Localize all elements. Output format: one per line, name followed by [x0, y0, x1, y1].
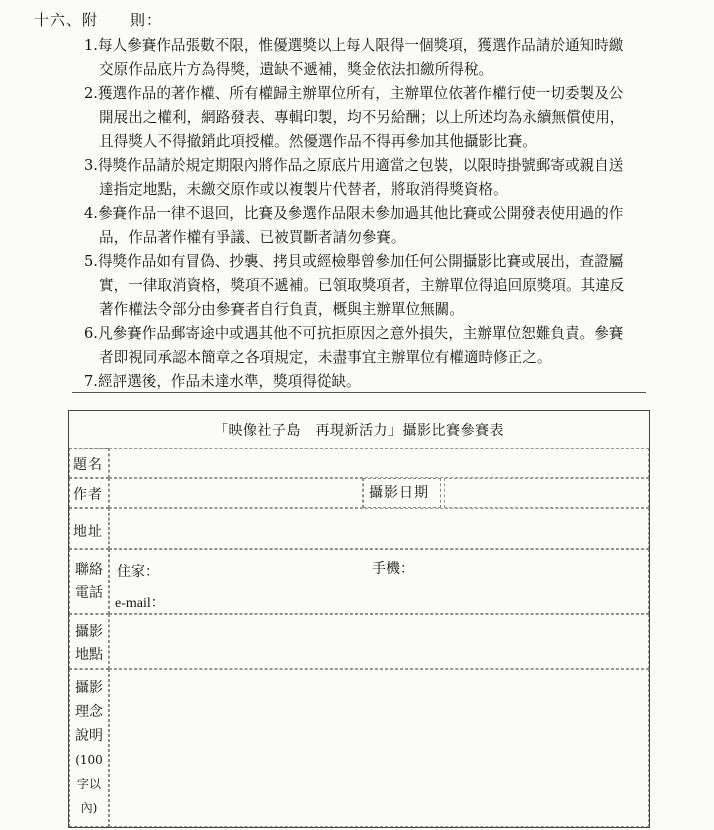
rule-line [78, 154, 678, 178]
rule-text: 得獎作品請於規定期限內將作品之原底片用適當之包裝，以限時掛號郵寄或親自送 [97, 157, 624, 174]
rule-text: 實，一律取消資格，獎項不遞補。已領取獎項者，主辦單位得追回原獎項。其違反 [99, 277, 625, 294]
rule-text: 經評選後，作品未達水準，獎項得從缺。 [97, 373, 361, 390]
rule-number: 4. [84, 205, 98, 222]
rule-line [78, 106, 678, 130]
rule-item [78, 154, 678, 202]
rule-text: 每人參賽作品張數不限，惟優選獎以上每人限得一個獎項，獲選作品請於通知時繳 [97, 37, 624, 54]
label-contact-line1: 聯絡 [75, 562, 103, 578]
rule-number: 1. [84, 37, 98, 54]
rule-item [78, 250, 678, 322]
rule-item [78, 370, 678, 394]
photo-date-input[interactable] [444, 478, 649, 508]
rule-number: 2. [84, 85, 98, 102]
rule-text: 交原作品底片方為得獎，遺缺不遞補，獎金依法扣繳所得稅。 [99, 61, 494, 78]
label-concept-line3: 說明 [75, 728, 103, 744]
divider [72, 392, 646, 393]
form-title: 「映像社子島 再現新活力」攝影比賽參賽表 [69, 411, 649, 449]
rule-number: 5. [84, 253, 98, 270]
rule-number: 3. [84, 157, 98, 174]
label-contact-line2: 電話 [75, 585, 103, 601]
rule-item [78, 82, 678, 154]
label-concept-line6: 內) [80, 801, 98, 815]
rule-text: 獲選作品的著作權、所有權歸主辦單位所有，主辦單位依著作權行使一切委製及公 [97, 85, 624, 102]
home-phone-input[interactable] [161, 557, 351, 577]
rules-list [78, 34, 678, 394]
rule-text: 得獎作品如有冒偽、抄襲、拷貝或經檢舉曾參加任何公開攝影比賽或展出，查證屬 [97, 253, 624, 270]
rule-text: 參賽作品一律不退回，比賽及參選作品限未參加過其他比賽或公開發表使用過的作 [97, 205, 624, 222]
rule-line [78, 82, 678, 106]
rule-line [78, 130, 678, 154]
rule-line [78, 298, 678, 322]
rule-item [78, 202, 678, 250]
concept-input[interactable] [109, 669, 649, 827]
location-input[interactable] [109, 614, 649, 669]
rule-text: 品，作品著作權有爭議、已被買斷者請勿參賽。 [99, 229, 406, 246]
rule-text: 達指定地點，未繳交原作或以複製片代替者，將取消得獎資格。 [99, 181, 508, 198]
label-concept-line2: 理念 [75, 704, 103, 720]
entry-form [68, 410, 650, 828]
label-location-line1: 攝影 [75, 624, 103, 640]
title-input[interactable] [109, 448, 649, 478]
rule-item [78, 322, 678, 370]
mobile-label: 手機： [372, 561, 414, 577]
rule-number: 7. [84, 373, 98, 390]
label-location-line2: 地點 [75, 647, 103, 663]
label-author: 作者 [73, 487, 103, 503]
label-concept-line4: (100 [75, 753, 103, 767]
address-input[interactable] [109, 508, 649, 549]
label-photo-date: 攝影日期 [369, 485, 429, 501]
label-concept-line1: 攝影 [75, 680, 103, 696]
rule-line [78, 322, 678, 346]
home-phone-label: 住家： [117, 564, 159, 580]
rule-text: 者即視同承認本簡章之各項規定，未盡事宜主辦單位有權適時修正之。 [99, 349, 552, 366]
rule-number: 6. [84, 325, 98, 342]
email-label: e-mail： [115, 596, 165, 611]
rule-text: 著作權法令部分由參賽者自行負責，概與主辦單位無關。 [99, 301, 464, 318]
rule-line [78, 250, 678, 274]
rule-text: 且得獎人不得撤銷此項授權。然優選作品不得再參加其他攝影比賽。 [99, 133, 537, 150]
rule-text: 開展出之權利，網路發表、專輯印製，均不另給酬；以上所述均為永續無償使用， [99, 109, 625, 126]
label-title: 題名 [73, 457, 103, 473]
mobile-input[interactable] [419, 555, 639, 575]
label-address: 地址 [73, 524, 103, 540]
rule-line [78, 58, 678, 82]
rule-text: 凡參賽作品郵寄途中或遇其他不可抗拒原因之意外損失，主辦單位恕難負責。參賽 [97, 325, 624, 342]
author-input[interactable] [109, 478, 363, 508]
label-concept-line5: 字以 [76, 777, 101, 791]
rule-line [78, 370, 678, 394]
email-input[interactable] [179, 588, 639, 608]
rule-line [78, 202, 678, 226]
rule-line [78, 274, 678, 298]
rule-item [78, 34, 678, 82]
section-heading: 十六、附 則： [34, 11, 163, 29]
rule-line [78, 178, 678, 202]
rule-line [78, 34, 678, 58]
rule-line [78, 346, 678, 370]
rule-line [78, 226, 678, 250]
